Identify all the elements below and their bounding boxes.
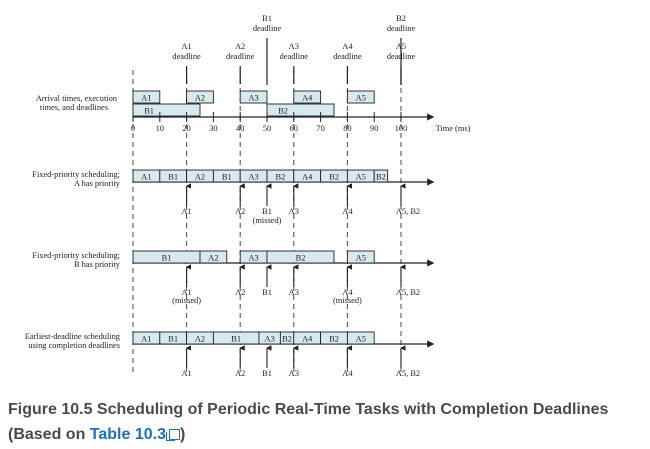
exec-segment-label: A5 [355,334,366,344]
top-deadline-labels [172,14,415,84]
exec-segment-label: B2 [329,334,339,344]
arrival-box-b [133,104,200,116]
arrival-box-label: B1 [144,106,154,116]
exec-segment-label: B1 [161,253,172,263]
caption-close: ) [179,426,186,443]
exec-segment-label: B1 [168,334,179,344]
deadline-sub: deadline [386,24,416,33]
exec-segment-label: B1 [231,334,242,344]
deadline-title: A2 [235,42,246,51]
row-label: A has priority [73,179,120,188]
arrival-arrow-label: A4 [342,207,353,216]
missed-note: (missed) [172,296,202,305]
arrival-arrow-label: B1 [262,288,272,297]
arrival-box-label: A4 [302,93,313,103]
arrival-arrow-label: A4 [342,369,353,378]
exec-segment-label: A4 [302,172,313,182]
arrival-row [36,91,374,116]
exec-segment-label: A1 [141,172,152,182]
exec-segment-label: A2 [194,334,206,344]
arrival-box-label: A5 [355,93,366,103]
schedule-row [32,251,433,305]
deadline-sub: deadline [279,52,308,61]
arrival-arrow-label: A2 [235,207,246,216]
exec-segment-label: B1 [168,172,179,182]
axis-tick-label: 30 [209,124,218,133]
arrival-box-label: B2 [278,106,288,116]
arrival-row-label: Arrival times, execution [35,94,117,103]
exec-segment-label: B2 [282,334,292,344]
deadline-sub: deadline [252,24,282,33]
schedule-row [32,170,433,225]
missed-note: (missed) [332,296,362,305]
deadline-title: A5 [395,42,407,51]
deadline-title: B2 [396,14,406,23]
deadline-title: A4 [342,42,353,51]
exec-segment-label: B2 [329,172,339,182]
exec-segment-label: A2 [208,253,219,263]
arrival-arrow-label: A5, B2 [395,369,421,378]
arrival-arrow-label: B1 [262,369,272,378]
arrival-box-label: A3 [248,93,259,103]
arrival-arrow-label: A3 [288,207,299,216]
deadline-sub: deadline [333,52,362,61]
deadline-sub: deadline [386,52,416,61]
arrival-arrow-label: A5, B2 [395,207,421,216]
exec-segment-label: A2 [194,172,206,182]
exec-segment-label: A5 [355,172,366,182]
row-label: Fixed-priority scheduling; [32,170,120,179]
axis-unit-label: Time (ms) [435,124,471,133]
axis-tick-label: 20 [182,124,191,133]
axis-tick-label: 50 [262,124,272,133]
exec-segment-label: A3 [248,172,259,182]
deadline-title: A3 [288,42,299,51]
arrival-arrow-label: A5, B2 [395,288,421,297]
exec-segment-label: A3 [264,334,275,344]
exec-segment-label: A3 [248,253,259,263]
external-link-icon[interactable] [169,429,180,440]
arrival-row-label: times, and deadlines [39,103,108,112]
caption-text: Figure 10.5 Scheduling of Periodic Real-Time Tasks with Completion Deadlines (Based on [8,401,609,443]
arrival-arrow-label: A3 [288,288,299,297]
axis-tick-label: 0 [130,124,136,133]
arrival-arrow-label: A1 [181,207,192,216]
axis-tick-label: 60 [289,124,298,133]
arrival-arrow-label: A2 [235,369,246,378]
schedule-row [25,332,433,378]
deadline-sub: deadline [226,52,255,61]
arrival-arrow-label: A3 [288,369,299,378]
exec-segment-label: A1 [141,334,152,344]
exec-segment-label: A4 [302,334,313,344]
table-link[interactable]: Table 10.3 [89,426,166,443]
axis-tick-label: 10 [155,124,164,133]
arrival-arrow-label: A2 [235,288,246,297]
axis-tick-label: 100 [394,124,408,133]
arrival-arrow-label: B1 [262,207,272,216]
arrival-box-label: A2 [194,93,206,103]
deadline-title: A1 [181,42,192,51]
deadline-title: B1 [262,14,272,23]
row-label: using completion deadlines [28,341,120,350]
arrival-arrow-label: A1 [181,369,192,378]
exec-segment-label: B2 [275,172,286,182]
row-label: Earliest-deadline scheduling [24,332,120,341]
axis-tick-label: 80 [343,124,352,133]
arrival-box-label: A1 [141,93,152,103]
row-label: Fixed-priority scheduling; [32,251,120,260]
exec-segment-label: B2 [295,253,306,263]
axis-tick-label: 70 [316,124,325,133]
arrival-arrow-label: A1 [181,288,192,297]
row-label: B has priority [73,260,120,269]
axis-tick-label: 90 [370,124,379,133]
missed-note: (missed) [252,216,282,225]
arrival-arrow-label: A4 [342,288,353,297]
axis-tick-label: 40 [236,124,245,133]
deadline-sub: deadline [172,52,201,61]
figure-caption [8,397,644,447]
schedule-rows [25,170,433,378]
exec-segment-label: B2 [376,172,386,182]
exec-segment-label: A5 [355,253,366,263]
exec-segment-label: B1 [221,172,232,182]
arrival-box-b [267,104,334,116]
